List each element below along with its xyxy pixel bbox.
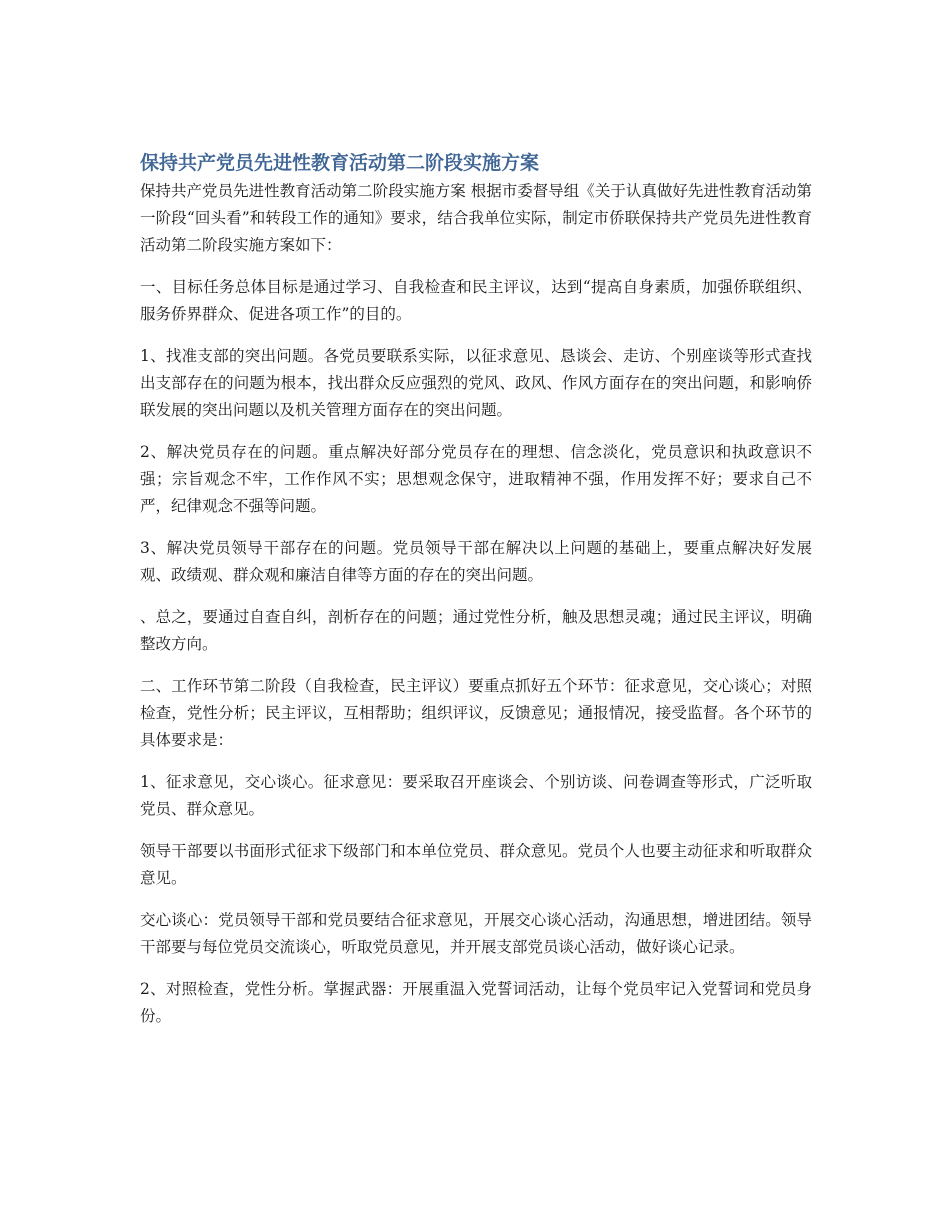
paragraph-objectives: 一、目标任务总体目标是通过学习、自我检查和民主评议，达到“提高自身素质，加强侨联组织、服务侨界群众、促进各项工作”的目的。 <box>140 278 812 323</box>
paragraph-heart-talk: 交心谈心：党员领导干部和党员要结合征求意见，开展交心谈心活动，沟通思想，增进团结。领导干部要与每位党员交流谈心，听取党员意见，并开展支部党员谈心活动，做好谈心记录。 <box>140 911 812 956</box>
paragraph-work-stages: 二、工作环节第二阶段（自我检查，民主评议）要重点抓好五个环节：征求意见，交心谈心；对照检查，党性分析；民主评议，互相帮助；组织评议，反馈意见；通报情况，接受监督。各个环节的具体要求是： <box>140 677 812 749</box>
paragraph-leaders: 领导干部要以书面形式征求下级部门和本单位党员、群众意见。党员个人也要主动征求和听取群众意见。 <box>140 842 812 887</box>
paragraph-item-2: 2、解决党员存在的问题。重点解决好部分党员存在的理想、信念淡化，党员意识和执政意识不强；宗旨观念不牢，工作作风不实；思想观念保守，进取精神不强，作用发挥不好；要求自己不严，纪律观念不强等问题。 <box>140 443 812 515</box>
document-page <box>140 148 812 1045</box>
paragraph-item-1: 1、找准支部的突出问题。各党员要联系实际，以征求意见、恳谈会、走访、个别座谈等形式查找出支部存在的问题为根本，找出群众反应强烈的党风、政风、作风方面存在的突出问题，和影响侨联发展的突出问题以及机关管理方面存在的突出问题。 <box>140 347 812 419</box>
paragraph-stage-2: 2、对照检查，党性分析。掌握武器：开展重温入党誓词活动，让每个党员牢记入党誓词和党员身份。 <box>140 980 812 1025</box>
paragraph-stage-1: 1、征求意见，交心谈心。征求意见：要采取召开座谈会、个别访谈、问卷调查等形式，广泛听取党员、群众意见。 <box>140 773 812 818</box>
paragraph-summary: 、总之，要通过自查自纠，剖析存在的问题；通过党性分析，触及思想灵魂；通过民主评议，明确整改方向。 <box>140 608 812 653</box>
document-title: 保持共产党员先进性教育活动第二阶段实施方案 <box>140 152 540 174</box>
intro-paragraph: 保持共产党员先进性教育活动第二阶段实施方案 根据市委督导组《关于认真做好先进性教育活动第一阶段“回头看”和转段工作的通知》要求，结合我单位实际，制定市侨联保持共产党员先进性教育活动第二阶段实施方案如下： <box>140 182 812 254</box>
paragraph-item-3: 3、解决党员领导干部存在的问题。党员领导干部在解决以上问题的基础上，要重点解决好发展观、政绩观、群众观和廉洁自律等方面的存在的突出问题。 <box>140 539 812 584</box>
